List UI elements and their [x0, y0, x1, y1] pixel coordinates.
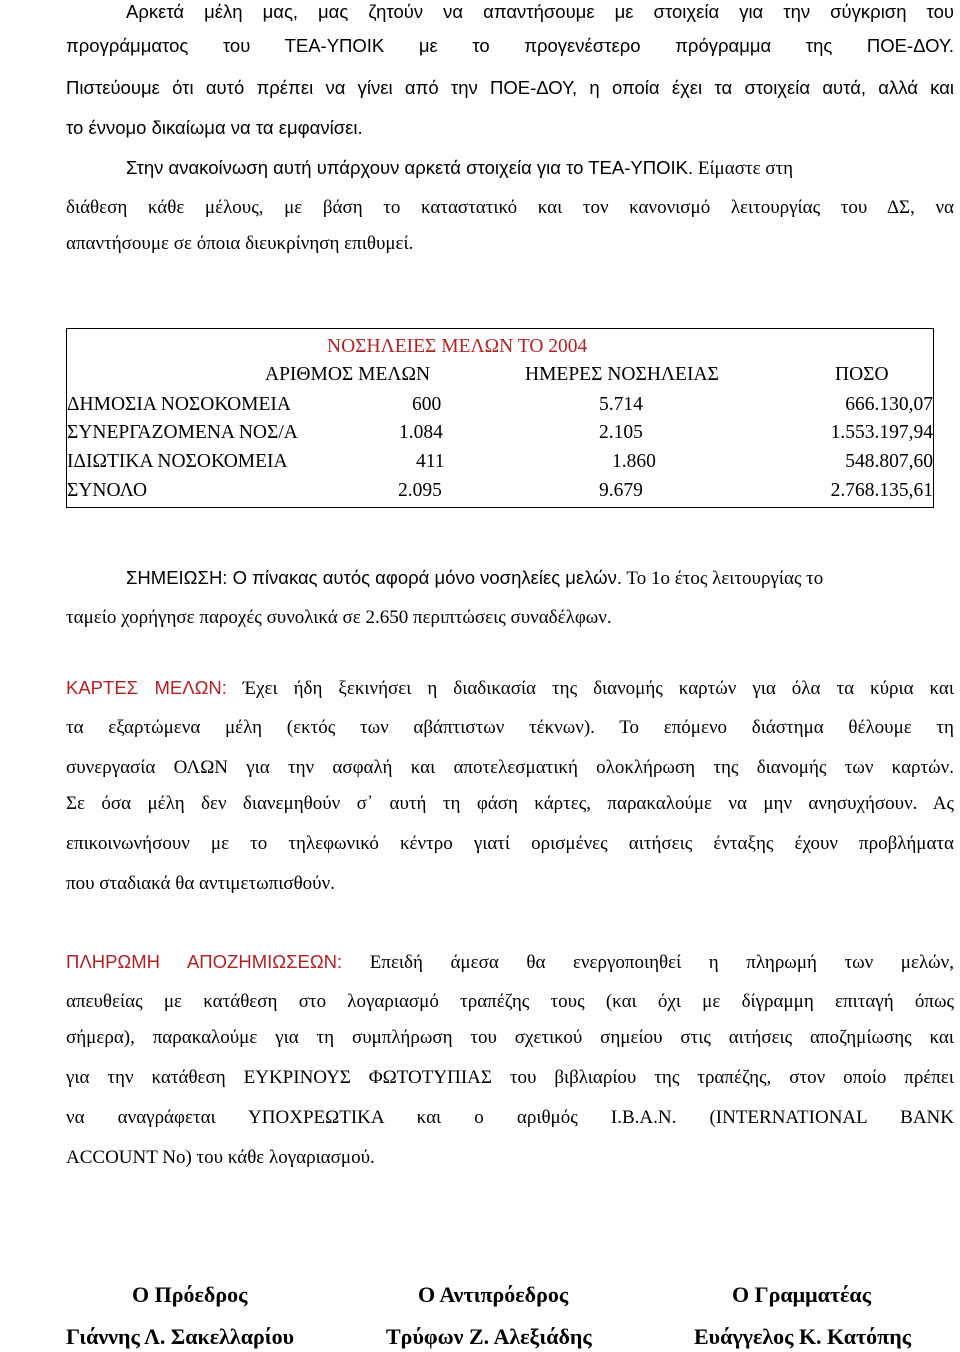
note-line-1: [126, 566, 823, 591]
intro-p2-rest: Είμαστε στη: [693, 158, 794, 179]
row-amount: 2.768.135,61: [830, 480, 933, 501]
row-amount: 548.807,60: [845, 451, 933, 472]
intro-p2-line-3: απαντήσουμε σε όποια διευκρίνηση επιθυμεί.: [66, 233, 414, 254]
header-members: ΑΡΙΘΜΟΣ ΜΕΛΩΝ: [265, 364, 431, 385]
row-label: ΣΥΝΕΡΓΑΖΟΜΕΝΑ ΝΟΣ/Α: [67, 422, 298, 443]
payment-line-1: [66, 950, 954, 976]
cards-first: Έχει ήδη ξεκινήσει η διαδικασία της διανομής καρτών για όλα τα κύρια και: [226, 678, 954, 699]
cards-line-4: Σε όσα μέλη δεν διανεμηθούν σ᾽ αυτή τη φάση κάρτες, παρακαλούμε να μην ανησυχήσουν. Ας: [66, 793, 954, 814]
row-amount: 666.130,07: [845, 394, 933, 415]
intro-line-1: Αρκετά μέλη μας, μας ζητούν να απαντήσουμε με στοιχεία για την σύγκριση του: [126, 1, 954, 22]
row-label: ΙΔΙΩΤΙΚΑ ΝΟΣΟΚΟΜΕΙΑ: [67, 451, 288, 472]
row-members: 1.084: [399, 422, 443, 443]
row-days: 1.860: [612, 451, 656, 472]
payment-line-5: να αναγράφεται ΥΠΟΧΡΕΩΤΙΚΑ και ο αριθμός I.B.A.N. (INTERNATIONAL BANK: [66, 1107, 954, 1128]
table-title: ΝΟΣΗΛΕΙΕΣ ΜΕΛΩΝ ΤΟ 2004: [327, 336, 588, 357]
row-amount: 1.553.197,94: [830, 422, 933, 443]
payment-line-6: ACCOUNT No) του κάθε λογαριασμού.: [66, 1147, 375, 1168]
cards-line-2: τα εξαρτώμενα μέλη (εκτός των αβάπτιστων τέκνων). Το επόμενο διάστημα θέλουμε τη: [66, 717, 954, 738]
payment-heading: ΠΛΗΡΩΜΗ ΑΠΟΖΗΜΙΩΣΕΩΝ:: [66, 951, 343, 972]
intro-line-3: Πιστεύουμε ότι αυτό πρέπει να γίνει από την ΠΟΕ-ΔΟΥ, η οποία έχει τα στοιχεία αυτά, αλλά και: [66, 77, 954, 98]
intro-line-4: το έννομο δικαίωμα να τα εμφανίσει.: [66, 117, 363, 138]
note-rest: Το 1ο έτος λειτουργίας το: [622, 568, 824, 589]
row-members: 600: [412, 394, 442, 415]
payment-first: Επειδή άμεσα θα ενεργοποιηθεί η πληρωμή των μελών,: [342, 952, 954, 973]
intro-line-2: προγράμματος του ΤΕΑ-ΥΠΟΙΚ με το προγενέστερο πρόγραμμα της ΠΟΕ-ΔΟΥ.: [66, 35, 954, 56]
payment-line-2: απευθείας με κατάθεση στο λογαριασμό τραπέζης τους (και όχι με δίγραμμη επιταγή όπως: [66, 991, 954, 1012]
cards-line-5: επικοινωνήσουν με το τηλεφωνικό κέντρο γιατί ορισμένες αιτήσεις ένταξης έχουν προβλήματα: [66, 833, 954, 854]
row-label: ΣΥΝΟΛΟ: [67, 480, 148, 501]
payment-line-3: σήμερα), παρακαλούμε για τη συμπλήρωση του σχετικού σημείου στις αιτήσεις αποζημίωσης και: [66, 1027, 954, 1048]
cards-heading: ΚΑΡΤΕΣ ΜΕΛΩΝ:: [66, 677, 227, 698]
header-days: ΗΜΕΡΕΣ ΝΟΣΗΛΕΙΑΣ: [525, 364, 719, 385]
signature-role-vice-president: Ο Αντιπρόεδρος: [418, 1282, 569, 1307]
hospitalization-table: [66, 328, 934, 508]
payment-line-4: για την κατάθεση ΕΥΚΡΙΝΟΥΣ ΦΩΤΟΤΥΠΙΑΣ του βιβλιαρίου της τραπέζης, στον οποίο πρέπει: [66, 1067, 954, 1088]
note-sans: ΣΗΜΕΙΩΣΗ: Ο πίνακας αυτός αφορά μόνο νοσηλείες μελών.: [126, 567, 623, 588]
signature-role-president: Ο Πρόεδρος: [132, 1282, 248, 1307]
row-label: ΔΗΜΟΣΙΑ ΝΟΣΟΚΟΜΕΙΑ: [67, 394, 292, 415]
header-amount: ΠΟΣΟ: [835, 364, 889, 385]
signature-name-secretary: Ευάγγελος Κ. Κατόπης: [694, 1324, 911, 1349]
note-line-2: ταμείο χορήγησε παροχές συνολικά σε 2.650 περιπτώσεις συναδέλφων.: [66, 607, 612, 628]
row-members: 411: [416, 451, 445, 472]
cards-line-6: που σταδιακά θα αντιμετωπισθούν.: [66, 873, 335, 894]
intro-p2-line-2: διάθεση κάθε μέλους, με βάση το καταστατικό και τον κανονισμό λειτουργίας του ΔΣ, να: [66, 197, 954, 218]
signature-role-secretary: Ο Γραμματέας: [732, 1282, 871, 1307]
intro-p2-line-1: [126, 156, 793, 181]
intro-p2-sans: Στην ανακοίνωση αυτή υπάρχουν αρκετά στοιχεία για το ΤΕΑ-ΥΠΟΙΚ.: [126, 157, 694, 178]
row-days: 9.679: [599, 480, 643, 501]
cards-line-3: συνεργασία ΟΛΩΝ για την ασφαλή και αποτελεσματική ολοκλήρωση της διανομής των καρτών.: [66, 757, 954, 778]
row-members: 2.095: [398, 480, 442, 501]
row-days: 5.714: [599, 394, 643, 415]
cards-line-1: [66, 676, 954, 702]
signature-name-vice-president: Τρύφων Ζ. Αλεξιάδης: [386, 1324, 592, 1349]
signature-name-president: Γιάννης Λ. Σακελλαρίου: [66, 1324, 295, 1349]
row-days: 2.105: [599, 422, 643, 443]
